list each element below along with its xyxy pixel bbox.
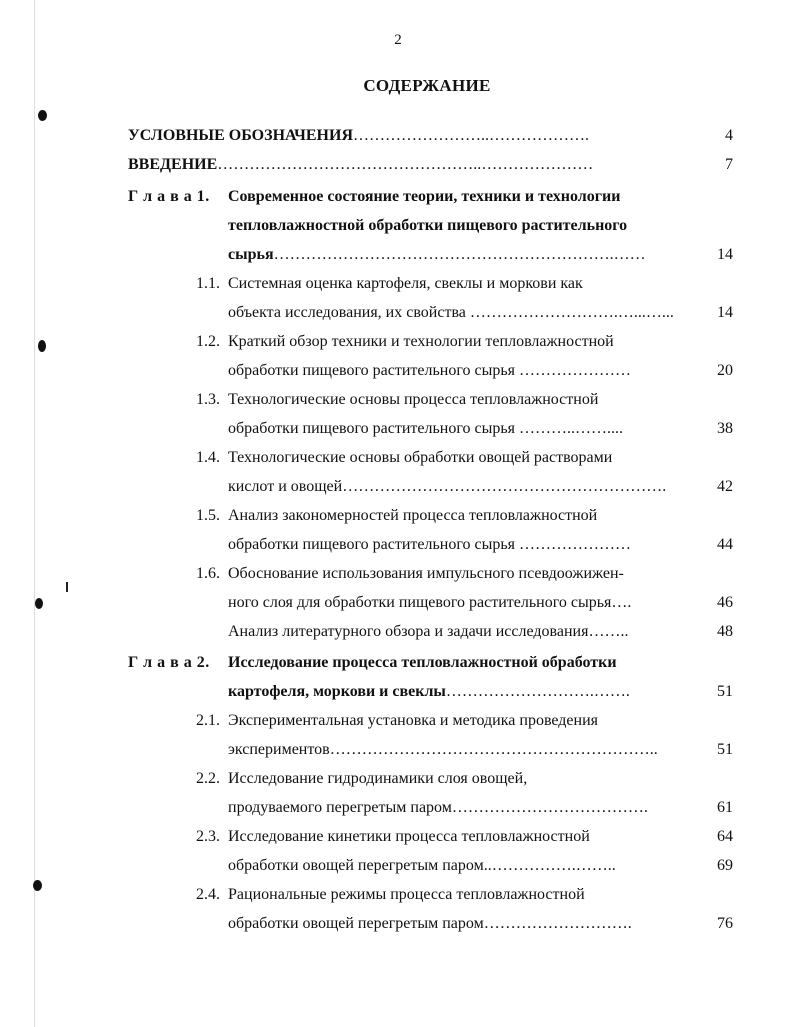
chapter-title: Современное состояние теории, техники и технологии: [228, 188, 621, 205]
section-number: 1.2.: [196, 333, 220, 350]
toc-entry-intro[interactable]: ВВЕДЕНИЕ…………………………………………..………………… 7: [128, 153, 733, 177]
toc-page-number: 44: [717, 536, 733, 553]
section-title: обработки пищевого растительного сырья: [228, 536, 516, 553]
section-number: 1.6.: [196, 565, 220, 582]
section-number: 1.4.: [196, 449, 220, 466]
toc-page-number: 14: [717, 304, 733, 321]
section-title: Краткий обзор техники и технологии тепловлажностной: [228, 333, 614, 350]
toc-chapter-1-line-3: сырья……………………………………………………….…… 14: [228, 243, 733, 267]
toc-section-entry[interactable]: [0, 272, 733, 296]
section-title: Исследование кинетики процесса тепловлажностной: [228, 828, 590, 845]
toc-section-entry-line-2: обработки пищевого растительного сырья ………..…….... 38: [228, 417, 733, 441]
section-number: 2.4.: [196, 886, 220, 903]
page-title: СОДЕРЖАНИЕ: [363, 76, 491, 95]
toc-page-number: 51: [717, 741, 733, 758]
toc-section-entry-line-2: кислот и овощей……………………………………………………. 42: [228, 475, 733, 499]
section-number: 2.2.: [196, 770, 220, 787]
toc-section-entry[interactable]: [0, 825, 733, 849]
toc-entry-label: Анализ литературного обзора и задачи исследования: [228, 623, 589, 640]
toc-page-number: 64: [717, 828, 733, 845]
section-number: 1.3.: [196, 391, 220, 408]
toc-page-number: 20: [717, 362, 733, 379]
section-title: обработки пищевого растительного сырья: [228, 420, 516, 437]
section-title: Экспериментальная установка и методика проведения: [228, 712, 599, 729]
toc-page-number: 48: [717, 623, 733, 640]
toc-chapter-2-line-2: картофеля, моркови и свеклы……………………….……. 51: [228, 680, 733, 704]
section-title: продуваемого перегретым паром: [228, 799, 452, 816]
toc-section-entry-line-2: продуваемого перегретым паром………………………………. 61: [228, 796, 733, 820]
chapter-title: Исследование процесса тепловлажностной обработки: [228, 654, 617, 671]
toc-section-entry-line-2: обработки овощей перегретым паром………………………. 76: [228, 912, 733, 936]
toc-section-entry-line-2: обработки пищевого растительного сырья ………………… 44: [228, 533, 733, 557]
toc-section-entry-line-2: ного слоя для обработки пищевого растительного сырья…. 46: [228, 591, 733, 615]
toc-chapter-1-line-2: [228, 214, 733, 238]
section-title: Обоснование использования импульсного псевдоожижен-: [228, 565, 624, 582]
chapter-heading: Г л а в а 2.: [128, 654, 210, 671]
chapter-heading: Г л а в а 1.: [128, 188, 210, 205]
toc-page-number: 42: [717, 478, 733, 495]
section-title: обработки овощей перегретым паром: [228, 915, 484, 932]
toc-page-number: 51: [717, 683, 733, 700]
toc-section-entry[interactable]: [0, 446, 733, 470]
section-number: 1.1.: [196, 275, 220, 292]
toc-chapter-1-line-1[interactable]: [128, 185, 733, 209]
section-number: 2.1.: [196, 712, 220, 729]
chapter-title: картофеля, моркови и свеклы: [228, 683, 446, 700]
toc-section-entry[interactable]: [0, 709, 733, 733]
section-title: Исследование гидродинамики слоя овощей,: [228, 770, 528, 787]
toc-page-number: 38: [717, 420, 733, 437]
toc-section-entry[interactable]: [0, 562, 733, 586]
toc-page-number: 7: [725, 156, 733, 173]
section-number: 1.5.: [196, 507, 220, 524]
chapter-title: сырья: [228, 246, 274, 263]
section-title: Рациональные режимы процесса тепловлажностной: [228, 886, 585, 903]
toc-page-number: 76: [717, 915, 733, 932]
toc-page-number: 46: [717, 594, 733, 611]
section-title: Анализ закономерностей процесса тепловлажностной: [228, 507, 598, 524]
section-title: ного слоя для обработки пищевого растительного сырья…: [228, 594, 628, 611]
toc-entry-label: ВВЕДЕНИЕ: [128, 156, 218, 173]
section-number: 2.3.: [196, 828, 220, 845]
toc-chapter-2-line-1[interactable]: [128, 651, 733, 675]
toc-section-entry[interactable]: [0, 504, 733, 528]
section-title: Технологические основы процесса тепловлажностной: [228, 391, 599, 408]
scan-punch-hole-mark: [35, 598, 43, 609]
page-number: 2: [394, 32, 402, 48]
toc-entry-label: УСЛОВНЫЕ ОБОЗНАЧЕНИЯ: [128, 127, 353, 144]
toc-entry-notation[interactable]: УСЛОВНЫЕ ОБОЗНАЧЕНИЯ……………………..………………. 4: [128, 124, 733, 148]
toc-section-entry-line-2: обработки овощей перегретым паром..…………….…….. 69: [228, 854, 733, 878]
section-title: обработки овощей перегретым паром: [228, 857, 484, 874]
toc-page-number: 69: [717, 857, 733, 874]
toc-page-number: 61: [717, 799, 733, 816]
toc-section-entry[interactable]: [0, 767, 733, 791]
toc-section-entry[interactable]: [0, 330, 733, 354]
toc-section-entry[interactable]: [0, 388, 733, 412]
toc-page-number: 4: [725, 127, 733, 144]
chapter-title: тепловлажностной обработки пищевого растительного: [228, 217, 628, 234]
section-title: экспериментов: [228, 741, 330, 758]
toc-section-entry[interactable]: [0, 883, 733, 907]
scan-punch-hole-mark: [38, 110, 47, 121]
toc-section-entry-line-2: объекта исследования, их свойства ……………………….…...…... 14: [228, 301, 733, 325]
section-title: Системная оценка картофеля, свеклы и моркови как: [228, 275, 583, 292]
section-title: обработки пищевого растительного сырья: [228, 362, 516, 379]
section-title: Технологические основы обработки овощей растворами: [228, 449, 613, 466]
toc-page-number: 14: [717, 246, 733, 263]
section-title: кислот и овощей: [228, 478, 343, 495]
toc-entry-literature-review[interactable]: Анализ литературного обзора и задачи исследования…….. 48: [228, 620, 733, 644]
section-title: объекта исследования, их свойства: [228, 304, 466, 321]
toc-section-entry-line-2: обработки пищевого растительного сырья ………………… 20: [228, 359, 733, 383]
toc-section-entry-line-2: экспериментов…………………………………………………….. 51: [228, 738, 733, 762]
